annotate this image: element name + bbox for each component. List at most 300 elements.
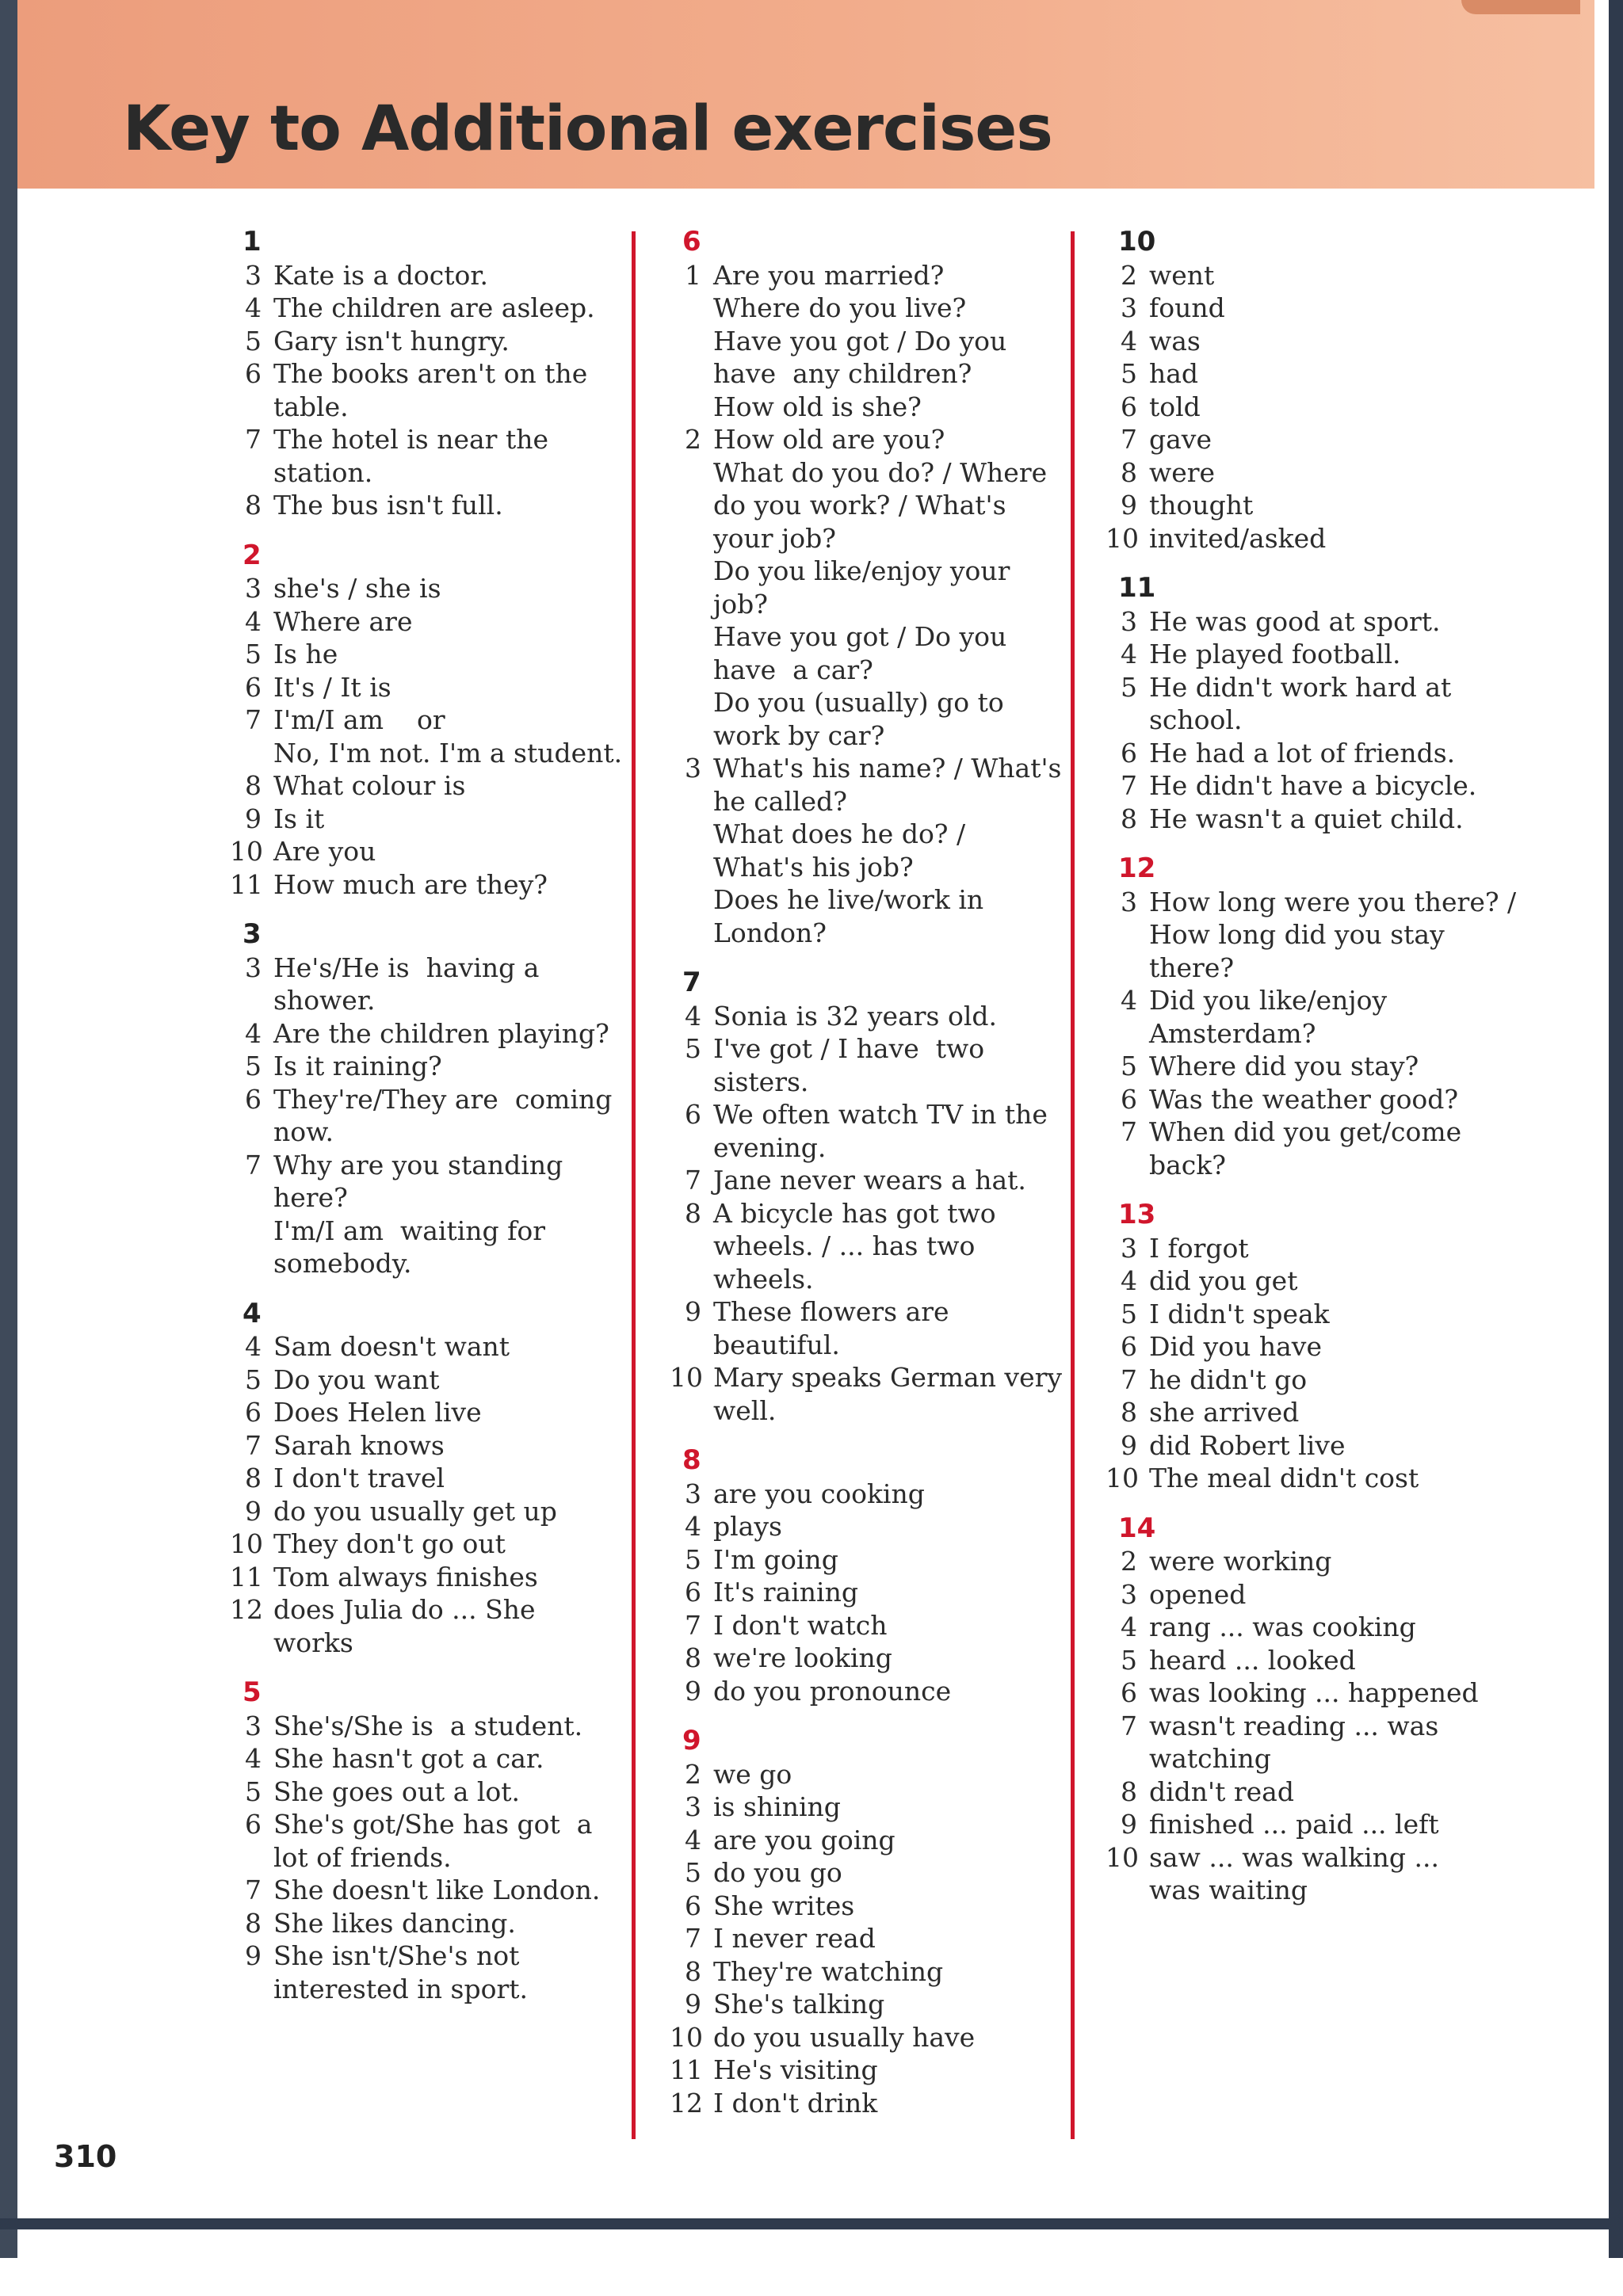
answer-number: 7 [1121, 1363, 1137, 1395]
answer-line: A bicycle has got two [713, 1197, 996, 1229]
answer-text [1149, 1083, 1458, 1116]
answer-number: 7 [1121, 424, 1137, 455]
answer-line: Jane never wears a hat. [713, 1165, 1026, 1196]
answer-number: 11 [670, 2054, 703, 2085]
answer-line: She's/She is a student. [273, 1710, 583, 1741]
answer-number: 8 [685, 1955, 701, 1987]
answer-line: does Julia do ... She [273, 1594, 536, 1625]
answer-line: The meal didn't cost [1149, 1463, 1419, 1493]
answer-number: 5 [245, 1775, 262, 1807]
answer-text [713, 2087, 877, 2120]
answer-item [670, 1791, 1058, 1824]
answer-line: She isn't/She's not [273, 1940, 520, 1971]
answer-number: 3 [245, 952, 262, 983]
answer-text [1149, 1363, 1307, 1397]
answer-line: These flowers are [713, 1296, 949, 1327]
answer-item [670, 423, 1058, 752]
answer-text [273, 1874, 600, 1907]
answer-item [670, 1295, 1058, 1361]
exercise-section [230, 1298, 626, 1660]
answer-number: 2 [1121, 1546, 1137, 1577]
answer-item [1106, 984, 1518, 1050]
column-divider-1 [632, 231, 636, 2139]
answer-number: 5 [685, 1857, 701, 1888]
answer-text [273, 292, 595, 325]
answer-item [1106, 1232, 1518, 1265]
answer-text [1149, 456, 1215, 490]
answer-text [1149, 1676, 1479, 1710]
answer-number: 4 [245, 1017, 262, 1049]
answer-line: Sarah knows [273, 1429, 445, 1461]
answer-item [230, 292, 626, 325]
answer-number: 6 [685, 1099, 701, 1130]
answer-item [230, 1527, 626, 1561]
answer-number: 8 [245, 1463, 262, 1493]
answer-item [670, 1988, 1058, 2021]
answer-number: 4 [1121, 985, 1137, 1016]
answer-text [273, 835, 376, 868]
answer-item [1106, 522, 1518, 555]
answer-line: She likes dancing. [273, 1907, 516, 1939]
answer-item [670, 1543, 1058, 1577]
answer-item [1106, 671, 1518, 737]
answer-item [670, 1164, 1058, 1197]
answer-line: I didn't speak [1149, 1298, 1330, 1329]
answer-number: 3 [245, 573, 262, 604]
exercise-section [670, 1725, 1058, 2119]
exercise-number: 9 [682, 1725, 701, 1756]
exercise-number: 3 [242, 918, 262, 950]
answer-text [1149, 671, 1451, 737]
answer-text [713, 1791, 841, 1824]
exercise-number: 2 [242, 539, 262, 571]
answer-item [230, 671, 626, 704]
answer-text [1149, 1545, 1331, 1578]
exercise-section [1106, 226, 1518, 555]
answer-text [713, 1032, 984, 1098]
answer-number: 10 [230, 836, 263, 867]
answer-item [230, 572, 626, 605]
answer-line: How old is she? [713, 391, 922, 422]
answer-line: did Robert live [1149, 1429, 1346, 1461]
answer-number: 2 [685, 1758, 701, 1790]
answer-item [1106, 1396, 1518, 1429]
answer-text [1149, 1429, 1345, 1463]
answer-item [1106, 423, 1518, 456]
answer-item [1106, 1462, 1518, 1495]
answer-number: 3 [245, 1710, 262, 1741]
answer-text [1149, 489, 1253, 522]
answer-item [670, 2021, 1058, 2054]
answer-line: finished ... paid ... left [1149, 1809, 1439, 1840]
answer-line: somebody. [273, 1248, 412, 1279]
answer-text [1149, 325, 1201, 358]
answer-line: Did you like/enjoy [1149, 985, 1388, 1016]
answer-item [230, 1083, 626, 1149]
answer-line: I'm/I am waiting for [273, 1215, 546, 1246]
answer-line: It's / It is [273, 671, 391, 703]
answer-text [273, 1083, 612, 1149]
exercise-number: 4 [242, 1297, 262, 1329]
answer-line: Are you [273, 836, 376, 867]
exercise-section [670, 226, 1062, 949]
answer-text [1149, 1710, 1438, 1775]
answer-number: 5 [1121, 1051, 1137, 1081]
answer-number: 7 [245, 1875, 262, 1905]
column-divider-2 [1071, 231, 1075, 2139]
answer-number: 4 [1121, 1265, 1137, 1296]
answer-line: Are the children playing? [273, 1017, 609, 1049]
answer-line: Where did you stay? [1149, 1051, 1419, 1081]
answer-text [1149, 638, 1401, 671]
answer-line: What do you do? / Where [713, 456, 1048, 488]
answer-item [230, 638, 626, 671]
answer-line: He's visiting [713, 2054, 878, 2085]
answer-number: 6 [1121, 1083, 1137, 1115]
answer-line: he didn't go [1149, 1363, 1308, 1395]
answer-line: do you usually have [713, 2021, 976, 2053]
answer-line: he called? [713, 785, 847, 817]
answer-text [273, 638, 338, 671]
answer-item [230, 1710, 626, 1743]
answer-text [273, 1330, 510, 1363]
answer-item [230, 1874, 626, 1907]
page-left-edge [0, 0, 17, 2258]
answer-text [273, 868, 548, 902]
answer-number: 9 [685, 1675, 701, 1707]
answer-text [713, 1856, 842, 1890]
answer-line: Sonia is 32 years old. [713, 1000, 997, 1032]
answer-text [713, 1675, 951, 1708]
answer-item [670, 1000, 1058, 1033]
answer-number: 11 [230, 868, 263, 900]
answer-number: 5 [685, 1543, 701, 1575]
answer-text [1149, 423, 1212, 456]
exercise-section [1106, 572, 1518, 835]
answer-line: are you going [713, 1824, 896, 1855]
answer-item [670, 1642, 1058, 1675]
answer-text [713, 1576, 858, 1609]
answer-text [713, 1988, 884, 2021]
answer-item [1106, 1116, 1518, 1181]
answer-line: Where do you live? [713, 292, 967, 323]
answer-text [273, 803, 324, 836]
answer-text [273, 1017, 609, 1051]
answer-number: 9 [1121, 1429, 1137, 1461]
answer-number: 9 [245, 1495, 262, 1527]
answer-line: Do you want [273, 1363, 440, 1395]
answer-text [713, 2021, 975, 2054]
answer-line: I'm/I am or [273, 704, 445, 735]
answer-line: school. [1149, 704, 1243, 735]
answer-number: 8 [1121, 1775, 1137, 1807]
answer-line: invited/asked [1149, 522, 1327, 554]
exercise-section [1106, 1199, 1518, 1495]
answer-item [1106, 1330, 1518, 1363]
answer-text [1149, 1116, 1461, 1181]
answer-text [713, 1361, 1062, 1427]
exercise-section [1106, 1512, 1518, 1907]
answer-line: I don't watch [713, 1609, 888, 1641]
answer-text [713, 1642, 892, 1675]
answer-number: 6 [245, 1397, 262, 1428]
answer-line: rang ... was cooking [1149, 1611, 1416, 1642]
answer-line: How long did you stay [1149, 919, 1445, 950]
answer-text [273, 1429, 445, 1463]
answer-number: 12 [670, 2087, 703, 2119]
answer-text [1149, 605, 1441, 639]
exercise-number: 6 [682, 226, 701, 257]
answer-item [670, 259, 1058, 424]
answer-number: 5 [1121, 1644, 1137, 1676]
exercise-section [230, 540, 626, 902]
answer-text [1149, 391, 1201, 424]
answer-line: heard ... looked [1149, 1644, 1356, 1676]
answer-number: 7 [1121, 1116, 1137, 1147]
answer-number: 10 [1106, 1463, 1139, 1493]
answer-text [1149, 984, 1387, 1050]
answer-text [273, 952, 539, 1017]
answer-line: are you cooking [713, 1478, 925, 1509]
answer-number: 9 [685, 1989, 701, 2019]
answer-text [713, 1000, 997, 1033]
answer-number: 10 [1106, 1841, 1139, 1873]
answer-text [273, 704, 622, 769]
exercise-number: 12 [1118, 852, 1156, 884]
answer-line: do you usually get up [273, 1495, 557, 1527]
exercise-number: 1 [242, 226, 262, 257]
answer-line: I don't travel [273, 1463, 445, 1493]
answer-number: 8 [245, 770, 262, 801]
answer-item [230, 1939, 626, 2005]
answer-line: Do you like/enjoy your [713, 555, 1010, 586]
answer-number: 4 [685, 1000, 701, 1032]
answer-text [713, 1543, 838, 1577]
answer-item [1106, 456, 1518, 490]
answer-text [273, 671, 391, 704]
answer-number: 4 [1121, 1611, 1137, 1642]
answer-number: 6 [245, 358, 262, 389]
answer-line: was waiting [1149, 1875, 1308, 1905]
answer-text [1149, 1232, 1249, 1265]
answer-line: beautiful. [713, 1329, 840, 1360]
answer-item [1106, 1841, 1518, 1907]
answer-line: Is it [273, 803, 325, 834]
answer-item [230, 1907, 626, 1940]
answer-line: I don't drink [713, 2087, 878, 2119]
answer-item [230, 489, 626, 522]
answer-line: She's talking [713, 1989, 885, 2019]
answer-column-1 [230, 226, 626, 2023]
answer-line: do you work? / What's [713, 490, 1006, 521]
answer-text [1149, 522, 1326, 555]
answer-number: 6 [1121, 1331, 1137, 1362]
answer-line: do you go [713, 1857, 842, 1888]
answer-number: 7 [1121, 770, 1137, 801]
answer-line: What colour is [273, 770, 466, 801]
answer-line: She hasn't got a car. [273, 1743, 544, 1774]
answer-line: told [1149, 391, 1201, 422]
answer-item [1106, 391, 1518, 424]
answer-text [273, 1149, 563, 1280]
answer-number: 5 [685, 1033, 701, 1064]
answer-item [1106, 769, 1518, 803]
answer-text [273, 572, 441, 605]
answer-item [670, 1609, 1058, 1642]
answer-item [670, 1955, 1058, 1989]
answer-item [1106, 886, 1518, 985]
answer-line: she arrived [1149, 1397, 1300, 1428]
answer-line: your job? [713, 522, 836, 554]
answer-line: Does he live/work in [713, 884, 984, 915]
answer-text [273, 605, 412, 639]
answer-item [1106, 1775, 1518, 1809]
answer-item [230, 423, 626, 489]
answer-line: How old are you? [713, 424, 945, 455]
answer-number: 3 [245, 259, 262, 291]
exercise-number: 7 [682, 967, 701, 998]
answer-number: 10 [670, 2021, 703, 2053]
answer-item [1106, 1808, 1518, 1841]
answer-number: 6 [245, 1083, 262, 1115]
answer-number: 3 [685, 1478, 701, 1509]
answer-text [1149, 259, 1214, 292]
answer-item [1106, 357, 1518, 391]
answer-line: did you get [1149, 1265, 1298, 1296]
answer-number: 7 [685, 1609, 701, 1641]
answer-line: Was the weather good? [1149, 1083, 1459, 1115]
answer-text [713, 1824, 896, 1857]
answer-number: 11 [230, 1561, 263, 1592]
answer-line: I'm going [713, 1543, 838, 1575]
answer-line: Is it raining? [273, 1051, 442, 1081]
answer-line: She's got/She has got a [273, 1809, 593, 1840]
answer-text [713, 1197, 996, 1296]
answer-number: 8 [685, 1197, 701, 1229]
answer-number: 7 [685, 1165, 701, 1196]
answer-number: 5 [1121, 1298, 1137, 1329]
answer-number: 4 [1121, 325, 1137, 357]
answer-number: 6 [1121, 391, 1137, 422]
answer-column-2 [670, 226, 1063, 2137]
exercise-number: 8 [682, 1444, 701, 1476]
answer-line: She goes out a lot. [273, 1775, 521, 1807]
answer-line: found [1149, 292, 1225, 323]
answer-number: 5 [245, 639, 262, 669]
answer-line: didn't read [1149, 1775, 1294, 1807]
answer-item [1106, 1429, 1518, 1463]
answer-line: We often watch TV in the [713, 1099, 1048, 1130]
answer-line: He had a lot of friends. [1149, 737, 1456, 769]
answer-number: 3 [685, 753, 701, 784]
answer-item [670, 1478, 1058, 1511]
answer-item [1106, 1710, 1518, 1775]
answer-line: London? [713, 917, 827, 948]
answer-line: What's his job? [713, 851, 914, 883]
answer-text [1149, 1330, 1322, 1363]
answer-item [230, 1742, 626, 1775]
answer-number: 4 [245, 1743, 262, 1774]
answer-item [670, 1675, 1058, 1708]
answer-line: They're watching [713, 1955, 944, 1987]
answer-line: He didn't have a bicycle. [1149, 770, 1477, 801]
answer-text [273, 1527, 506, 1561]
answer-text [273, 1939, 528, 2005]
answer-line: have any children? [713, 358, 972, 389]
answer-number: 8 [685, 1642, 701, 1673]
answer-item [230, 259, 626, 292]
answer-number: 4 [245, 1331, 262, 1362]
answer-number: 4 [1121, 639, 1137, 669]
answer-text [713, 752, 1062, 949]
answer-text [1149, 737, 1455, 770]
answer-line: She writes [713, 1890, 855, 1921]
answer-item [230, 835, 626, 868]
answer-number: 8 [1121, 803, 1137, 834]
answer-item [1106, 1050, 1518, 1083]
answer-text [713, 1510, 782, 1543]
answer-text [1149, 1298, 1330, 1331]
answer-text [273, 1363, 440, 1397]
answer-number: 3 [1121, 605, 1137, 637]
answer-text [713, 1478, 925, 1511]
answer-item [230, 1330, 626, 1363]
answer-number: 9 [685, 1296, 701, 1327]
answer-line: What's his name? / What's [713, 753, 1062, 784]
answer-number: 8 [245, 490, 262, 521]
answer-line: The hotel is near the [273, 424, 548, 455]
exercise-number: 14 [1118, 1512, 1156, 1544]
answer-item [670, 1922, 1058, 1955]
answer-item [670, 1032, 1058, 1098]
answer-number: 3 [1121, 292, 1137, 323]
answer-line: here? [273, 1182, 348, 1213]
answer-number: 9 [1121, 490, 1137, 521]
exercise-section [1106, 852, 1518, 1181]
answer-line: They don't go out [273, 1528, 506, 1559]
answer-item [1106, 1676, 1518, 1710]
answer-text [1149, 1611, 1416, 1644]
answer-text [713, 1609, 888, 1642]
answer-line: He was good at sport. [1149, 605, 1441, 637]
answer-line: was [1149, 325, 1201, 357]
answer-number: 3 [1121, 1578, 1137, 1610]
answer-item [230, 1561, 626, 1594]
answer-item [230, 1149, 626, 1280]
answer-item [670, 2087, 1058, 2120]
answer-item [670, 1856, 1058, 1890]
answer-line: sisters. [713, 1066, 809, 1097]
answer-line: Are you married? [713, 259, 945, 291]
answer-text [1149, 292, 1225, 325]
answer-line: They're/They are coming [273, 1083, 613, 1115]
answer-number: 10 [1106, 522, 1139, 554]
answer-line: were working [1149, 1546, 1332, 1577]
answer-line: He played football. [1149, 639, 1401, 669]
answer-line: I forgot [1149, 1232, 1249, 1264]
answer-number: 5 [245, 325, 262, 357]
answer-line: there? [1149, 952, 1235, 983]
answer-number: 6 [685, 1890, 701, 1921]
answer-item [230, 1775, 626, 1809]
answer-item [670, 1510, 1058, 1543]
answer-line: evening. [713, 1131, 827, 1163]
exercise-section [230, 918, 626, 1280]
answer-item [1106, 292, 1518, 325]
answer-item [230, 868, 626, 902]
answer-number: 6 [685, 1577, 701, 1608]
answer-item [230, 325, 626, 358]
